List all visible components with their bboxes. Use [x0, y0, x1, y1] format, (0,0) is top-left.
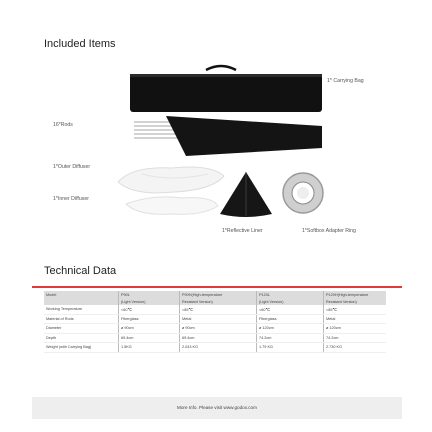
inner-diffuser-label: 1*Inner Diffuser	[53, 196, 89, 202]
rods-label: 16*Rods	[53, 122, 73, 128]
table-cell: <85℃	[324, 305, 387, 314]
table-cell: 2.730 KG	[324, 343, 387, 353]
table-cell: Weight (with Carrying Bag)	[44, 343, 119, 353]
table-cell: <60℃	[257, 305, 324, 314]
table-cell: ø 90cm	[180, 324, 257, 334]
table-cell: 69.4cm	[119, 333, 180, 343]
table-cell: ø 120cm	[324, 324, 387, 334]
table-row	[44, 305, 386, 314]
inner-diffuser-image	[122, 190, 222, 220]
header-cell: (Light Version)	[119, 298, 180, 305]
spec-table	[44, 291, 386, 353]
table-cell: Diameter	[44, 324, 119, 334]
table-header-row	[44, 298, 386, 305]
section-divider	[32, 286, 402, 288]
table-cell: Depth	[44, 333, 119, 343]
table-cell: Fiberglass	[257, 314, 324, 324]
table-cell: Metal	[180, 314, 257, 324]
header-cell: P90L	[119, 291, 180, 298]
table-cell: <85℃	[180, 305, 257, 314]
header-cell: P120H(High-temperature	[324, 291, 387, 298]
technical-data-title: Technical Data	[44, 265, 117, 277]
table-cell: 74.2cm	[324, 333, 387, 343]
adapter-ring-image	[278, 170, 328, 216]
reflective-liner-image	[216, 168, 276, 222]
header-cell: Model	[44, 291, 119, 298]
header-cell: Resistant Version)	[324, 298, 387, 305]
rods-image	[126, 112, 326, 162]
carrying-bag-label: 1* Carrying Bag	[327, 78, 364, 84]
header-cell	[44, 298, 119, 305]
table-row	[44, 314, 386, 324]
table-cell: 69.4cm	[180, 333, 257, 343]
table-cell: ø 90cm	[119, 324, 180, 334]
table-header-row	[44, 291, 386, 298]
table-cell: 2.043 KG	[180, 343, 257, 353]
adapter-ring-label: 1*Softbox Adapter Ring	[302, 228, 356, 234]
outer-diffuser-label: 1*Outer Diffuser	[53, 164, 91, 170]
table-cell: Working Temperature	[44, 305, 119, 314]
table-cell: Fiberglass	[119, 314, 180, 324]
table-row	[44, 333, 386, 343]
included-items-title: Included Items	[44, 38, 116, 50]
table-row	[44, 324, 386, 334]
table-cell: Metal	[324, 314, 387, 324]
carrying-bag-image	[126, 64, 326, 116]
table-cell: ø 120cm	[257, 324, 324, 334]
table-cell: 1.79 KG	[257, 343, 324, 353]
table-row	[44, 343, 386, 353]
footer-info: More Info. Please visit www.godox.com	[32, 397, 402, 419]
table-cell: Material of Rods	[44, 314, 119, 324]
header-cell: P120L	[257, 291, 324, 298]
header-cell: (Light Version)	[257, 298, 324, 305]
reflective-liner-label: 1*Reflective Liner	[222, 228, 263, 234]
table-cell: <60℃	[119, 305, 180, 314]
header-cell: Resistant Version)	[180, 298, 257, 305]
table-cell: 74.2cm	[257, 333, 324, 343]
table-cell: 1.5KG	[119, 343, 180, 353]
header-cell: P90H(High-temperature	[180, 291, 257, 298]
